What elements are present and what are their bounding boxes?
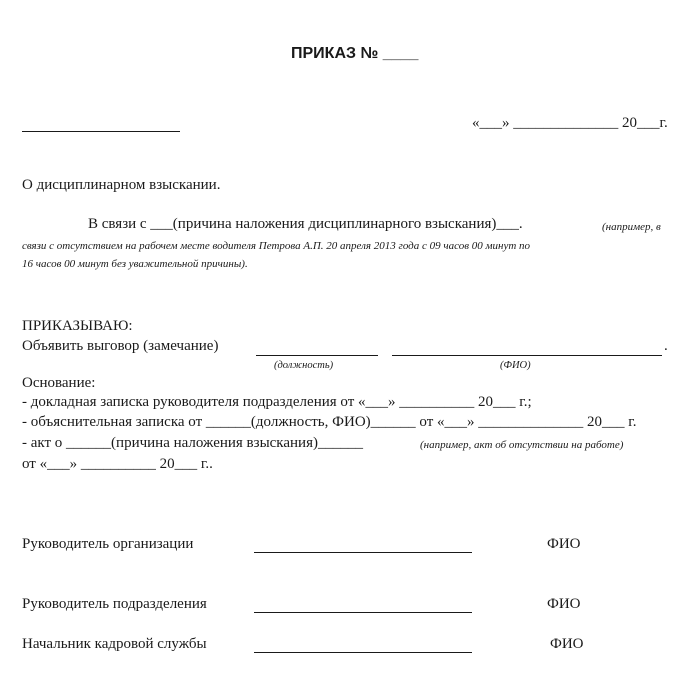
- signature-line: [254, 652, 472, 653]
- basis-item-act-example: (например, акт об отсутствии на работе): [420, 439, 624, 451]
- order-heading: ПРИКАЗЫВАЮ:: [22, 318, 133, 334]
- signature-fio: ФИО: [547, 596, 581, 612]
- body-example-line2: связи с отсутствием на рабочем месте водителя Петрова А.П. 20 апреля 2013 года с 09 часов 00 минут по: [22, 240, 531, 252]
- basis-heading: Основание:: [22, 375, 96, 391]
- position-line: [256, 355, 378, 356]
- order-date: «___» ______________ 20___г.: [472, 115, 668, 131]
- signature-role: Начальник кадровой службы: [22, 636, 207, 652]
- basis-item-act-date: от «___» __________ 20___ г..: [22, 456, 213, 472]
- basis-item-act: - акт о ______(причина наложения взыскания)______: [22, 435, 363, 451]
- caption-name: (ФИО): [500, 360, 531, 371]
- organization-name-line: [22, 131, 180, 132]
- signature-role: Руководитель организации: [22, 536, 194, 552]
- basis-item-report: - докладная записка руководителя подразделения от «___» __________ 20___ г.;: [22, 394, 532, 410]
- reprimand-end: .: [664, 338, 668, 354]
- reprimand-text: Объявить выговор (замечание): [22, 338, 219, 354]
- signature-fio: ФИО: [547, 536, 581, 552]
- signature-line: [254, 612, 472, 613]
- basis-item-explanation: - объяснительная записка от ______(должность, ФИО)______ от «___» ______________ 20___ г.: [22, 414, 637, 430]
- signature-fio: ФИО: [550, 636, 584, 652]
- page-title: ПРИКАЗ № ____: [291, 45, 419, 62]
- order-subject: О дисциплинарном взыскании.: [22, 177, 221, 193]
- signature-role: Руководитель подразделения: [22, 596, 207, 612]
- body-reason-text: В связи с ___(причина наложения дисциплинарного взыскания)___.: [88, 216, 523, 232]
- body-example-line3: 16 часов 00 минут без уважительной причины).: [22, 258, 248, 270]
- caption-position: (должность): [274, 360, 334, 371]
- signature-line: [254, 552, 472, 553]
- fio-line: [392, 355, 662, 356]
- body-example-start: (например, в: [602, 221, 661, 233]
